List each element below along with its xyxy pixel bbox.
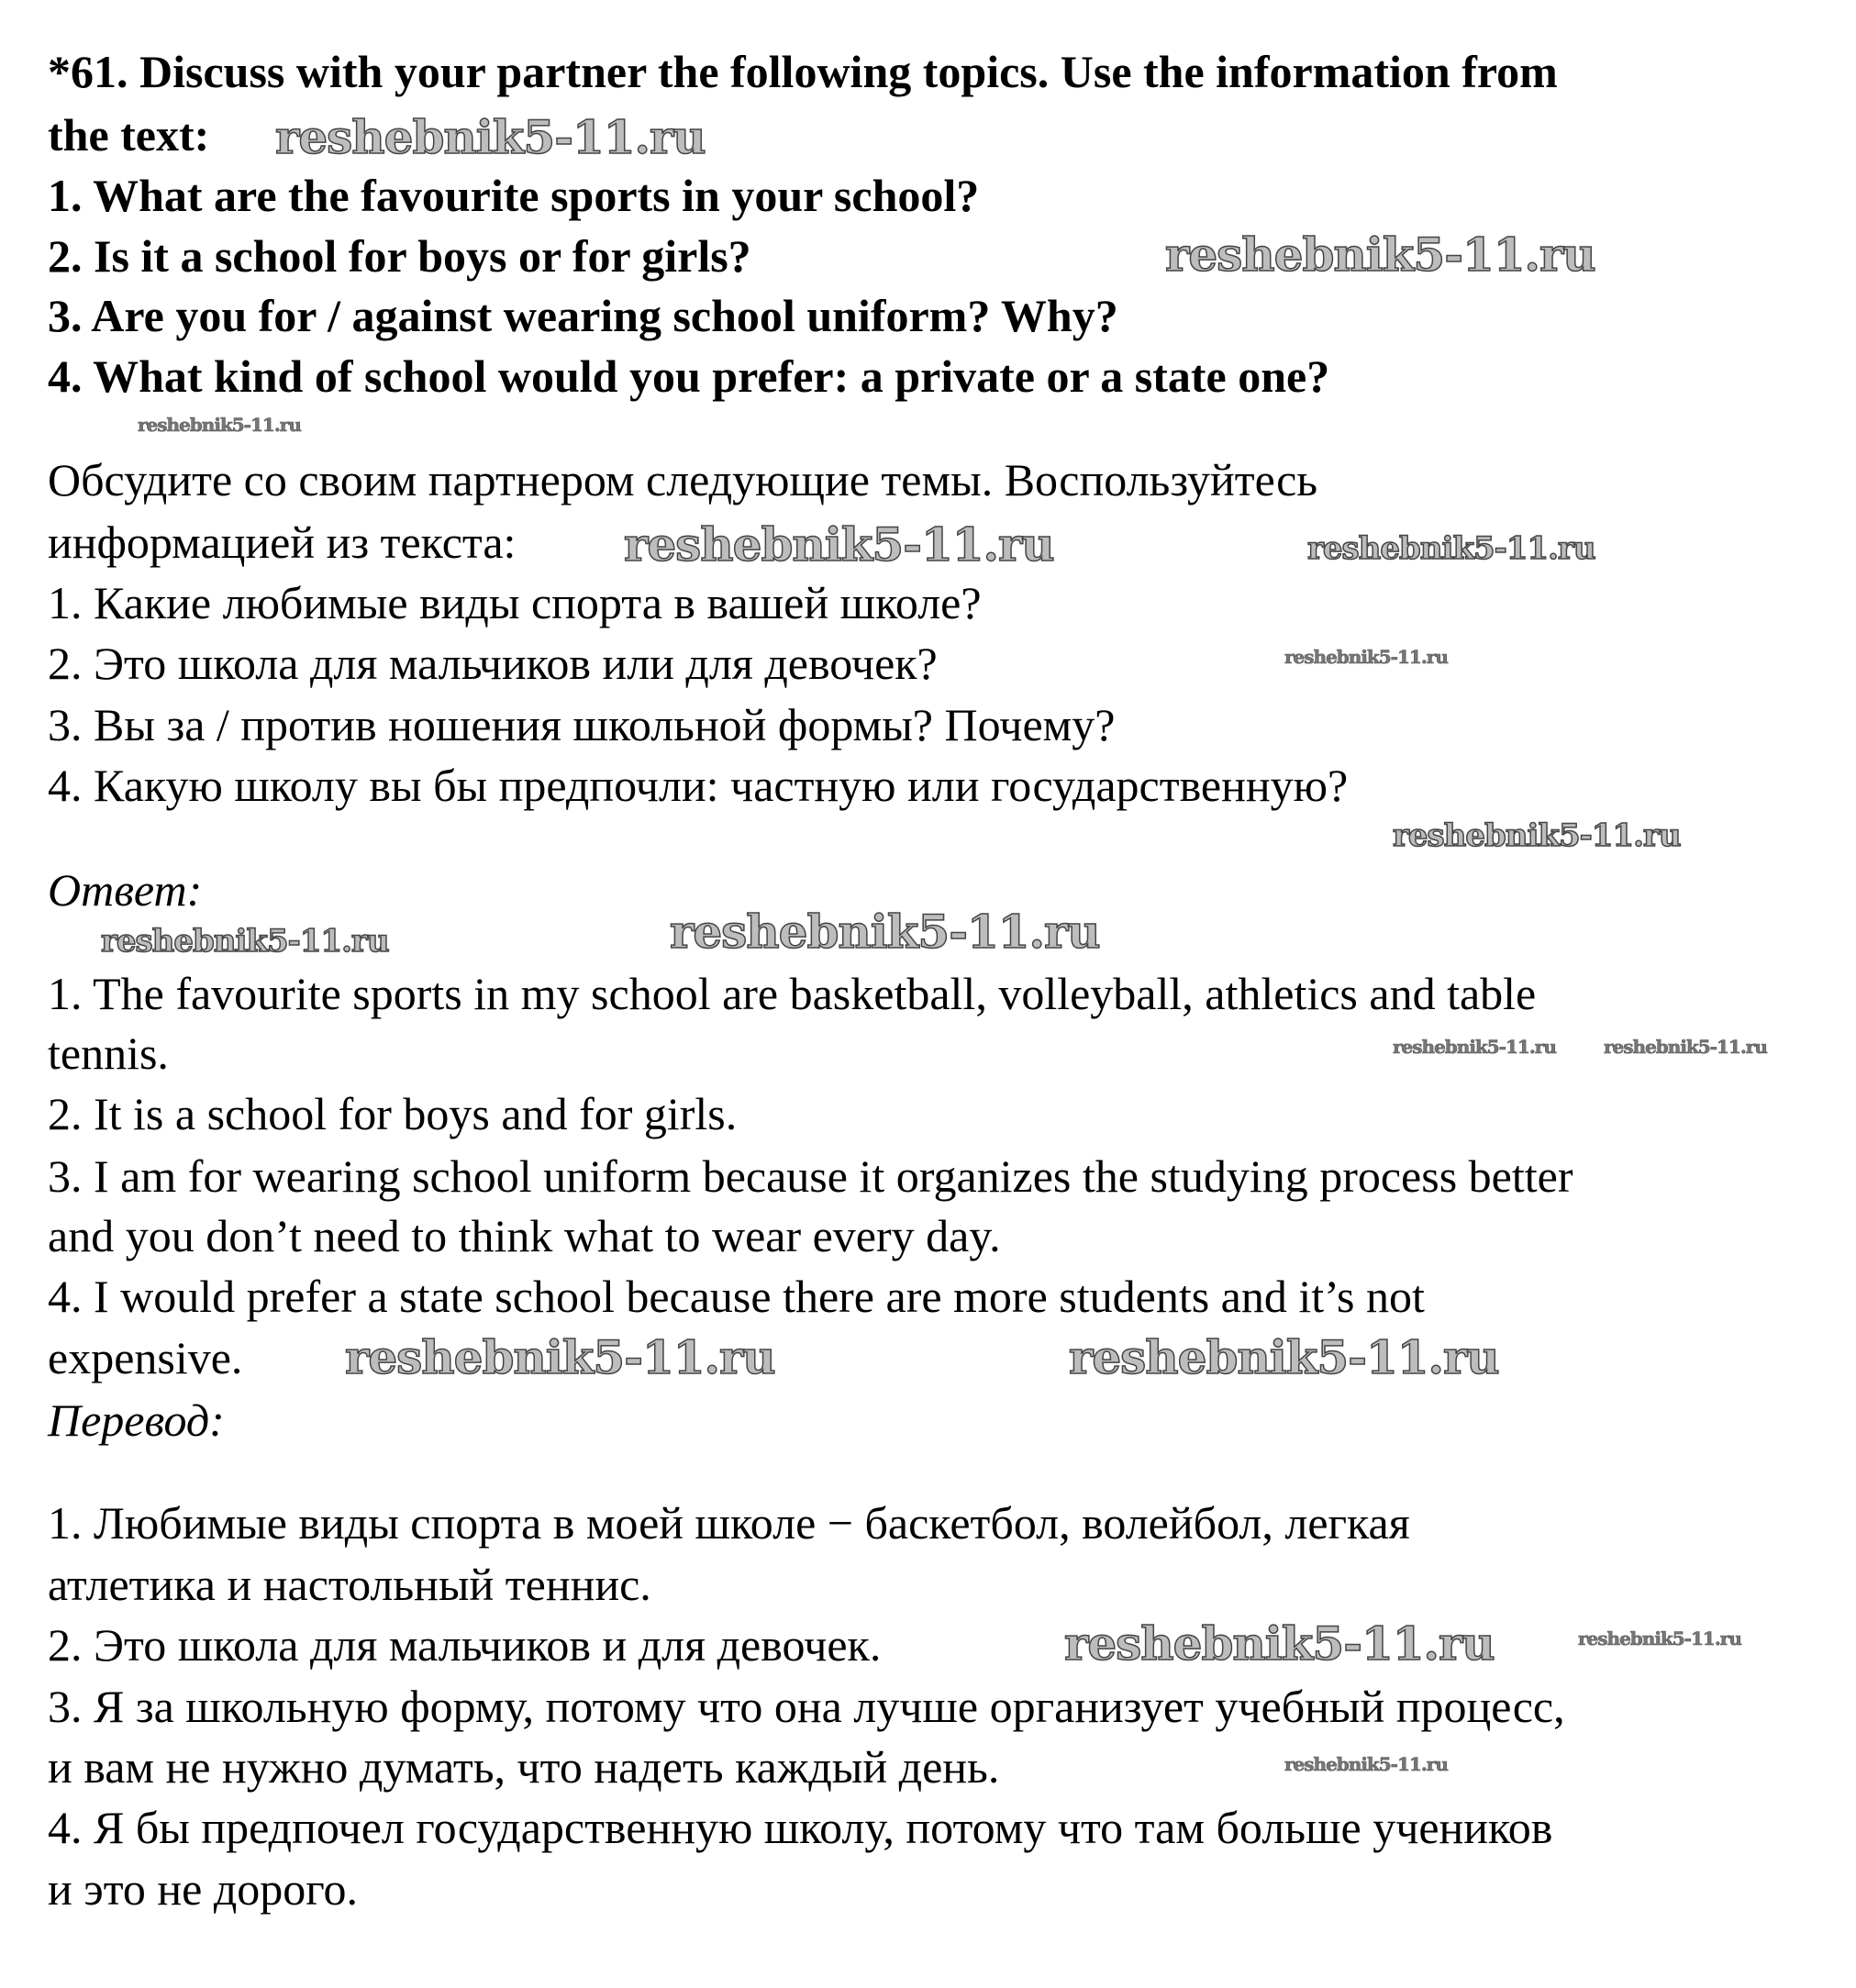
answer-line-3: 2. It is a school for boys and for girls.	[48, 1088, 738, 1139]
answer-heading: Ответ:	[48, 864, 203, 916]
watermark: reshebnik5-11.ru	[670, 905, 1100, 959]
russian-question-4: 4. Какую школу вы бы предпочли: частную или государственную?	[48, 760, 1349, 811]
answer-line-2: tennis.	[48, 1027, 169, 1079]
watermark: reshebnik5-11.ru	[624, 517, 1054, 572]
russian-task-line-2: информацией из текста:	[48, 516, 517, 568]
watermark: reshebnik5-11.ru	[345, 1330, 775, 1384]
question-3: 3. Are you for / against wearing school uniform? Why?	[48, 290, 1118, 341]
translation-line-4: 3. Я за школьную форму, потому что она лучше организует учебный процесс,	[48, 1681, 1565, 1732]
watermark: reshebnik5-11.ru	[1165, 228, 1595, 282]
watermark: reshebnik5-11.ru	[1393, 817, 1681, 854]
translation-heading: Перевод:	[48, 1394, 225, 1446]
translation-line-2: атлетика и настольный теннис.	[48, 1559, 651, 1610]
watermark: reshebnik5-11.ru	[1284, 646, 1448, 668]
translation-line-1: 1. Любимые виды спорта в моей школе − баскетбол, волейбол, легкая	[48, 1497, 1410, 1549]
task-title-line-1: *61. Discuss with your partner the following topics. Use the information from	[48, 46, 1558, 97]
russian-task-line-1: Обсудите со своим партнером следующие темы. Воспользуйтесь	[48, 454, 1318, 505]
translation-line-7: и это не дорого.	[48, 1863, 359, 1915]
watermark: reshebnik5-11.ru	[1578, 1627, 1741, 1649]
translation-line-5: и вам не нужно думать, что надеть каждый день.	[48, 1741, 1000, 1793]
watermark: reshebnik5-11.ru	[1064, 1616, 1495, 1671]
question-2: 2. Is it a school for boys or for girls?	[48, 230, 751, 282]
watermark: reshebnik5-11.ru	[1307, 530, 1595, 567]
watermark: reshebnik5-11.ru	[138, 414, 301, 436]
watermark: reshebnik5-11.ru	[101, 923, 389, 960]
russian-question-3: 3. Вы за / против ношения школьной формы? Почему?	[48, 699, 1116, 750]
translation-line-3: 2. Это школа для мальчиков и для девочек.	[48, 1619, 882, 1671]
answer-line-6: 4. I would prefer a state school because there are more students and it’s not	[48, 1271, 1425, 1322]
answer-line-7: expensive.	[48, 1332, 243, 1383]
task-title-line-2: the text:	[48, 109, 210, 161]
russian-question-1: 1. Какие любимые виды спорта в вашей школе?	[48, 577, 982, 628]
watermark: reshebnik5-11.ru	[1069, 1330, 1499, 1384]
watermark: reshebnik5-11.ru	[1393, 1036, 1556, 1058]
question-1: 1. What are the favourite sports in your school?	[48, 170, 980, 221]
russian-question-2: 2. Это школа для мальчиков или для девочек?	[48, 638, 938, 689]
watermark: reshebnik5-11.ru	[275, 110, 706, 164]
answer-line-5: and you don’t need to think what to wear every day.	[48, 1210, 1001, 1261]
translation-line-6: 4. Я бы предпочел государственную школу, потому что там больше учеников	[48, 1802, 1553, 1853]
watermark: reshebnik5-11.ru	[1284, 1753, 1448, 1775]
watermark: reshebnik5-11.ru	[1604, 1036, 1767, 1058]
answer-line-4: 3. I am for wearing school uniform because it organizes the studying process better	[48, 1150, 1573, 1202]
answer-line-1: 1. The favourite sports in my school are basketball, volleyball, athletics and table	[48, 968, 1537, 1019]
question-4: 4. What kind of school would you prefer: a private or a state one?	[48, 350, 1330, 402]
